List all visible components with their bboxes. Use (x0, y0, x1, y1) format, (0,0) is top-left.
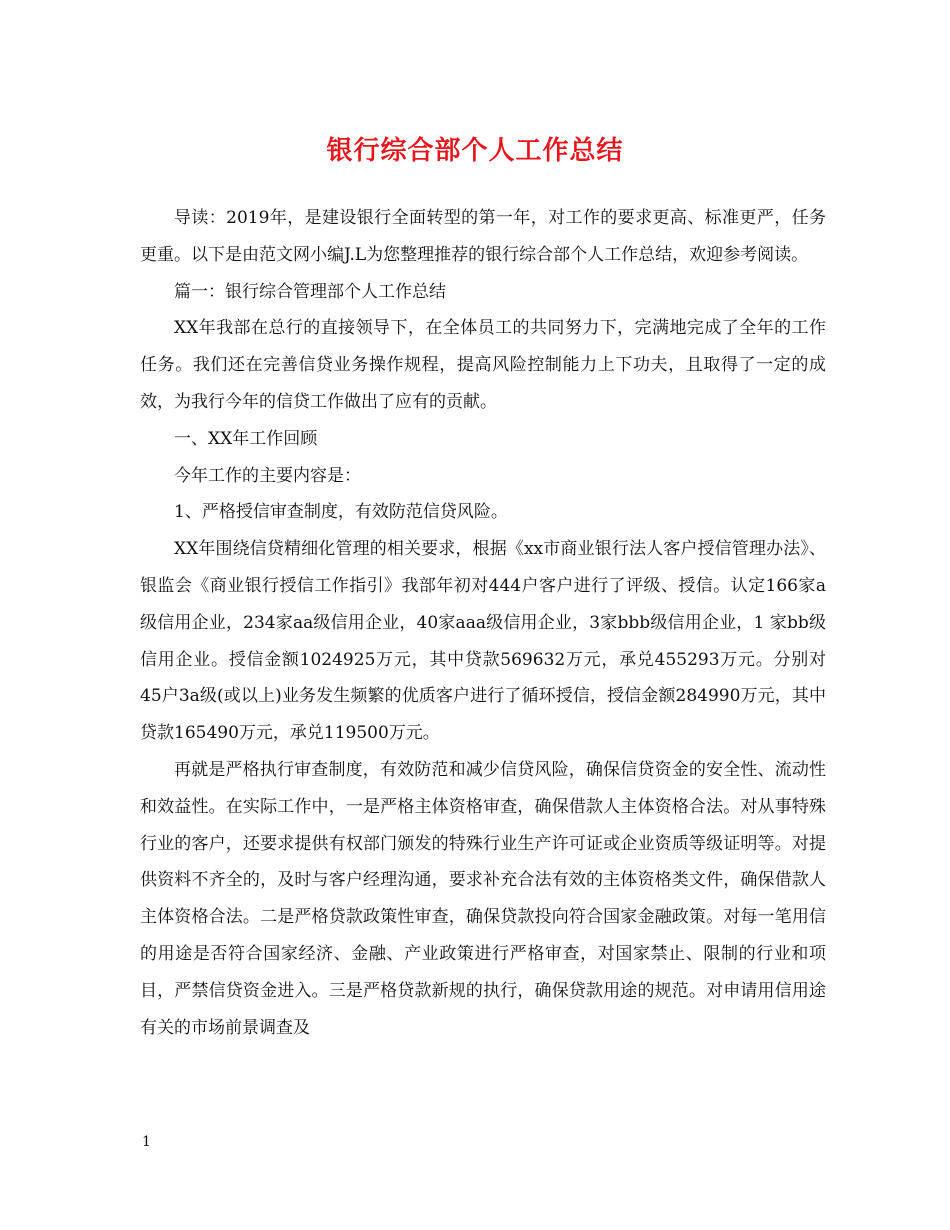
section-heading: 篇一：银行综合管理部个人工作总结 (174, 281, 446, 302)
body-paragraph: 再就是严格执行审查制度，有效防范和减少信贷风险，确保信贷资金的安全性、流动性和效益性。在实际工作中，一是严格主体资格审查，确保借款人主体资格合法。对从事特殊行业的客户，还要求提供有权部门颁发的特殊行业生产许可证或企业资质等级证明等。对提供资料不齐全的，及时与客户经理沟通，要求补充合法有效的主体资格类文件，确保借款人主体资格合法。二是严格贷款政策性审查，确保贷款投向符合国家金融政策。对每一笔用信的用途是否符合国家经济、金融、产业政策进行严格审查，对国家禁止、限制的行业和项目，严禁信贷资金进入。三是严格贷款新规的执行，确保贷款用途的规范。对申请用信用途有关的市场前景调查及 (140, 759, 826, 1038)
page-number: 1 (142, 1134, 151, 1150)
document-title: 银行综合部个人工作总结 (326, 136, 624, 166)
body-paragraph: XX年我部在总行的直接领导下，在全体员工的共同努力下，完满地完成了全年的工作任务。我们还在完善信贷业务操作规程，提高风险控制能力上下功夫，且取得了一定的成效，为我行今年的信贷工作做出了应有的贡献。 (140, 318, 826, 412)
body-paragraph: 今年工作的主要内容是： (174, 465, 361, 486)
body-paragraph: XX年围绕信贷精细化管理的相关要求，根据《xx市商业银行法人客户授信管理办法》、银监会《商业银行授信工作指引》我部年初对444户客户进行了评级、授信。认定166家a级信用企业，234家aa级信用企业，40家aaa级信用企业，3家bbb级信用企业，1 家bb级信用企业。授信金额1024925万元，其中贷款569632万元，承兑455293万元。分别对45户3a级(或以上)业务发生频繁的优质客户进行了循环授信，授信金额284990万元，其中贷款165490万元，承兑119500万元。 (140, 539, 826, 744)
document-body (140, 200, 826, 1046)
subsection-heading: 1、严格授信审查制度，有效防范信贷风险。 (174, 502, 508, 523)
intro-paragraph: 导读：2019年，是建设银行全面转型的第一年，对工作的要求更高、标准更严，任务更重。以下是由范文网小编J.L为您整理推荐的银行综合部个人工作总结，欢迎参考阅读。 (140, 208, 826, 265)
section-heading: 一、XX年工作回顾 (174, 428, 318, 449)
